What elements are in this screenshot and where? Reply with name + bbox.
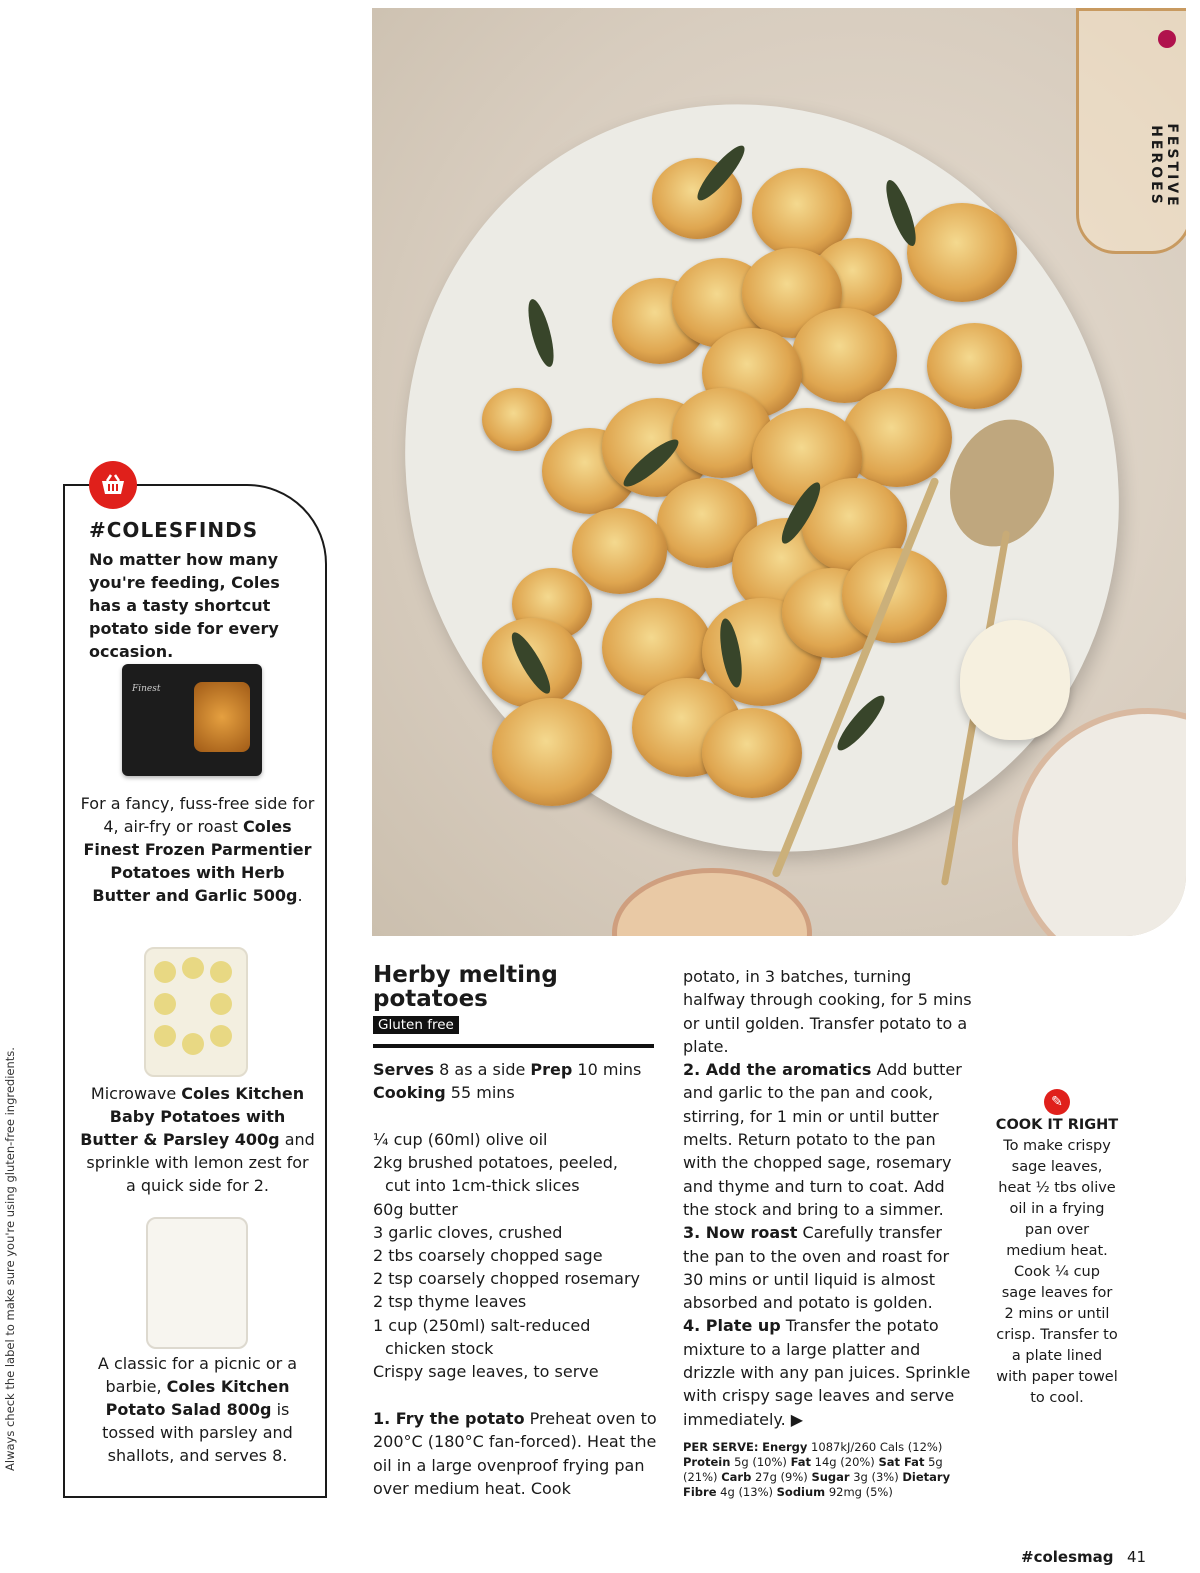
- gluten-free-side-note: Always check the label to make sure you're using gluten-free ingredients.: [3, 1047, 17, 1471]
- title-rule: [373, 1044, 654, 1048]
- ingredient: 1 cup (250ml) salt-reduced: [373, 1315, 591, 1335]
- section-tag: FESTIVE HEROES: [1148, 123, 1180, 209]
- method-step-3: 3. Now roast Carefully transfer the pan to the oven and roast for 30 mins or until liquid is almost absorbed and potato is golden.: [683, 1223, 950, 1313]
- potato-slice: [702, 708, 802, 798]
- ingredient: 3 garlic cloves, crushed: [373, 1222, 563, 1242]
- potato-slice: [842, 548, 947, 643]
- potato-slice: [492, 698, 612, 806]
- ingredient: 60g butter: [373, 1199, 458, 1219]
- parmentier-pack-image: Finest: [122, 664, 262, 776]
- potato-salad-pack-image: [146, 1217, 248, 1349]
- cook-it-right-tip: COOK IT RIGHT To make crispy sage leaves, heat ½ tbs olive oil in a frying pan over medium heat. Cook ¼ cup sage leaves for 2 mins or until crisp. Transfer to a plate lined with paper towel to cool.: [995, 1117, 1119, 1406]
- ingredient: 2 tbs coarsely chopped sage: [373, 1246, 603, 1266]
- nutrition-per-serve: PER SERVE: Energy 1087kJ/260 Cals (12%) Protein 5g (10%) Fat 14g (20%) Sat Fat 5g (21%) Carb 27g (9%) Sugar 3g (3%) Dietary Fibre 4g (13%) Sodium 92mg (5%): [683, 1440, 951, 1499]
- ingredients-list: [373, 1128, 673, 1383]
- page-number: 41: [1127, 1548, 1147, 1566]
- paper-ornament: [960, 620, 1070, 740]
- ingredient: chicken stock: [385, 1338, 494, 1358]
- ingredient: Crispy sage leaves, to serve: [373, 1362, 599, 1382]
- baby-potatoes-pack-image: [144, 947, 248, 1077]
- recipe-meta: Serves 8 as a side Prep 10 mins Cooking 55 mins: [373, 1060, 642, 1102]
- finds-title: #COLESFINDS: [89, 518, 259, 542]
- footer-hashtag: #colesmag: [1021, 1548, 1114, 1566]
- ingredient: ¼ cup (60ml) olive oil: [373, 1130, 548, 1149]
- lemon-bowl: [612, 868, 812, 936]
- method-continued: [683, 965, 973, 1431]
- ingredient: 2 tsp coarsely chopped rosemary: [373, 1269, 641, 1289]
- potato-slice: [907, 203, 1017, 302]
- potato-slice: [927, 323, 1022, 409]
- flame-icon: ✎: [1044, 1089, 1070, 1115]
- ingredient: cut into 1cm-thick slices: [385, 1176, 580, 1196]
- gluten-free-badge: Gluten free: [373, 1016, 459, 1034]
- recipe-title: Herby melting potatoes: [373, 962, 558, 1012]
- ingredient: 2kg brushed potatoes, peeled,: [373, 1153, 618, 1173]
- basket-icon: [89, 461, 137, 509]
- potato-slice: [482, 388, 552, 451]
- ingredient: 2 tsp thyme leaves: [373, 1292, 527, 1312]
- method-step-4: 4. Plate up Transfer the potato mixture to a large platter and drizzle with any pan juices. Sprinkle with crispy sage leaves and serve immediately. ▶: [683, 1316, 971, 1429]
- finds-intro: No matter how many you're feeding, Coles has a tasty shortcut potato side for every occasion.: [89, 550, 280, 661]
- section-dot: [1158, 30, 1176, 48]
- method-step-2: 2. Add the aromatics Add butter and garlic to the pan and cook, stirring, for 1 min or until butter melts. Return potato to the pan with the chopped sage, rosemary and thyme and turn to coat. Add the stock and bring to a simmer.: [683, 1060, 962, 1219]
- side-plate: [1012, 708, 1186, 936]
- potato-slice: [792, 308, 897, 403]
- product-parmentier: For a fancy, fuss-free side for 4, air-fry or roast Coles Finest Frozen Parmentier Potatoes with Herb Butter and Garlic 500g.: [80, 794, 315, 905]
- product-potato-salad: A classic for a picnic or a barbie, Coles Kitchen Potato Salad 800g is tossed with parsley and shallots, and serves 8.: [97, 1354, 298, 1465]
- method-step-1-continued: potato, in 3 batches, turning halfway through cooking, for 5 mins or until golden. Transfer potato to a plate.: [683, 967, 972, 1056]
- potato-slice: [572, 508, 667, 594]
- hero-photo: [372, 8, 1186, 936]
- product-baby-potatoes: Microwave Coles Kitchen Baby Potatoes with Butter & Parsley 400g and sprinkle with lemon zest for a quick side for 2.: [80, 1084, 315, 1195]
- method-step-1: 1. Fry the potato Preheat oven to 200°C (180°C fan-forced). Heat the oil in a large ovenproof frying pan over medium heat. Cook: [373, 1409, 657, 1498]
